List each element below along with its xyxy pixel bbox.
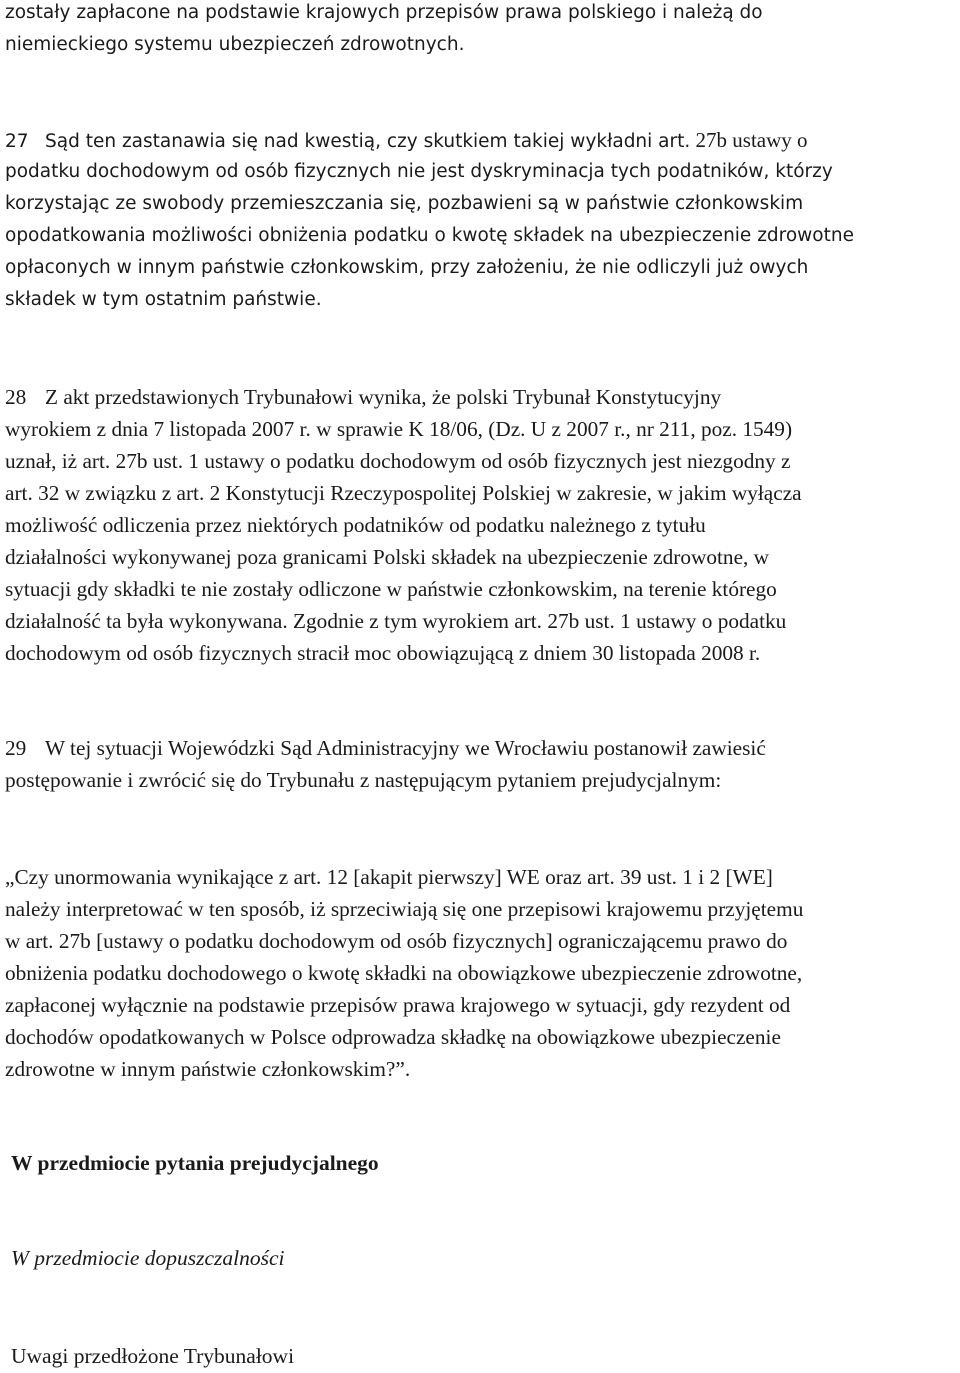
section-heading: W przedmiocie pytania prejudycjalnego — [11, 1151, 379, 1175]
text-line: dochodów opodatkowanych w Polsce odprowadza składkę na obowiązkowe ubezpieczenie — [5, 1025, 781, 1049]
paragraph-27 — [5, 124, 854, 316]
paragraph-continuation — [5, 0, 763, 61]
text-line: zdrowotne w innym państwie członkowskim?”. — [5, 1057, 411, 1081]
text-line: korzystając ze swobody przemieszczania się, pozbawieni są w państwie członkowskim — [5, 193, 804, 214]
paragraph-number: 27 — [5, 131, 29, 152]
text-line: możliwość odliczenia przez niektórych podatników od podatku należnego z tytułu — [5, 513, 706, 537]
text-line: obniżenia podatku dochodowego o kwotę składki na obowiązkowe ubezpieczenie zdrowotne, — [5, 961, 803, 985]
text-line: składek w tym ostatnim państwie. — [5, 289, 322, 310]
subsection-heading: W przedmiocie dopuszczalności — [11, 1246, 285, 1270]
paragraph-29 — [5, 732, 766, 796]
text-line: postępowanie i zwrócić się do Trybunału z następującym pytaniem prejudycjalnym: — [5, 768, 722, 792]
text-segment: W tej sytuacji Wojewódzki Sąd Administracyjny we Wrocławiu postanowił zawiesić — [45, 736, 766, 760]
text-line — [5, 124, 854, 156]
text-line: zostały zapłacone na podstawie krajowych przepisów prawa polskiego i należą do — [5, 2, 763, 23]
text-line: dochodowym od osób fizycznych stracił moc obowiązującą z dniem 30 listopada 2008 r. — [5, 641, 761, 665]
text-line: należy interpretować w ten sposób, iż sprzeciwiają się one przepisowi krajowemu przyjętemu — [5, 897, 804, 921]
text-line: niemieckiego systemu ubezpieczeń zdrowotnych. — [5, 34, 465, 55]
subsection-heading: Uwagi przedłożone Trybunałowi — [11, 1344, 295, 1368]
text-segment: Z akt przedstawionych Trybunałowi wynika, że polski Trybunał Konstytucyjny — [45, 385, 722, 409]
text-line: sytuacji gdy składki te nie zostały odliczone w państwie członkowskim, na terenie którego — [5, 577, 777, 601]
prejudicial-question — [5, 861, 803, 1085]
text-segment: Sąd ten zastanawia się nad kwestią, czy skutkiem takiej wykładni art. — [45, 131, 691, 152]
text-line: działalności wykonywanej poza granicami Polski składek na ubezpieczenie zdrowotne, w — [5, 545, 770, 569]
paragraph-28 — [5, 381, 802, 669]
text-line: działalność ta była wykonywana. Zgodnie z tym wyrokiem art. 27b ust. 1 ustawy o podatku — [5, 609, 787, 633]
text-line: opłaconych w innym państwie członkowskim, przy założeniu, że nie odliczyli już owych — [5, 257, 809, 278]
text-line: w art. 27b [ustawy o podatku dochodowym od osób fizycznych] ograniczającemu prawo do — [5, 929, 788, 953]
paragraph-number: 29 — [5, 736, 27, 760]
text-line — [5, 381, 802, 413]
text-line: zapłaconej wyłącznie na podstawie przepisów prawa krajowego w sytuacji, gdy rezydent od — [5, 993, 791, 1017]
text-line: podatku dochodowym od osób fizycznych nie jest dyskryminacja tych podatników, którzy — [5, 161, 833, 182]
text-line — [5, 732, 766, 764]
text-line: „Czy unormowania wynikające z art. 12 [akapit pierwszy] WE oraz art. 39 ust. 1 i 2 [WE] — [5, 865, 773, 889]
text-line: wyrokiem z dnia 7 listopada 2007 r. w sprawie K 18/06, (Dz. U z 2007 r., nr 211, poz. 1549) — [5, 417, 793, 441]
text-line: opodatkowania możliwości obniżenia podatku o kwotę składek na ubezpieczenie zdrowotne — [5, 225, 854, 246]
text-line: art. 32 w związku z art. 2 Konstytucji Rzeczypospolitej Polskiej w zakresie, w jakim wyłącza — [5, 481, 802, 505]
text-line: uznał, iż art. 27b ust. 1 ustawy o podatku dochodowym od osób fizycznych jest niezgodny z — [5, 449, 791, 473]
text-segment: 27b ustawy o — [690, 128, 808, 152]
paragraph-number: 28 — [5, 385, 27, 409]
